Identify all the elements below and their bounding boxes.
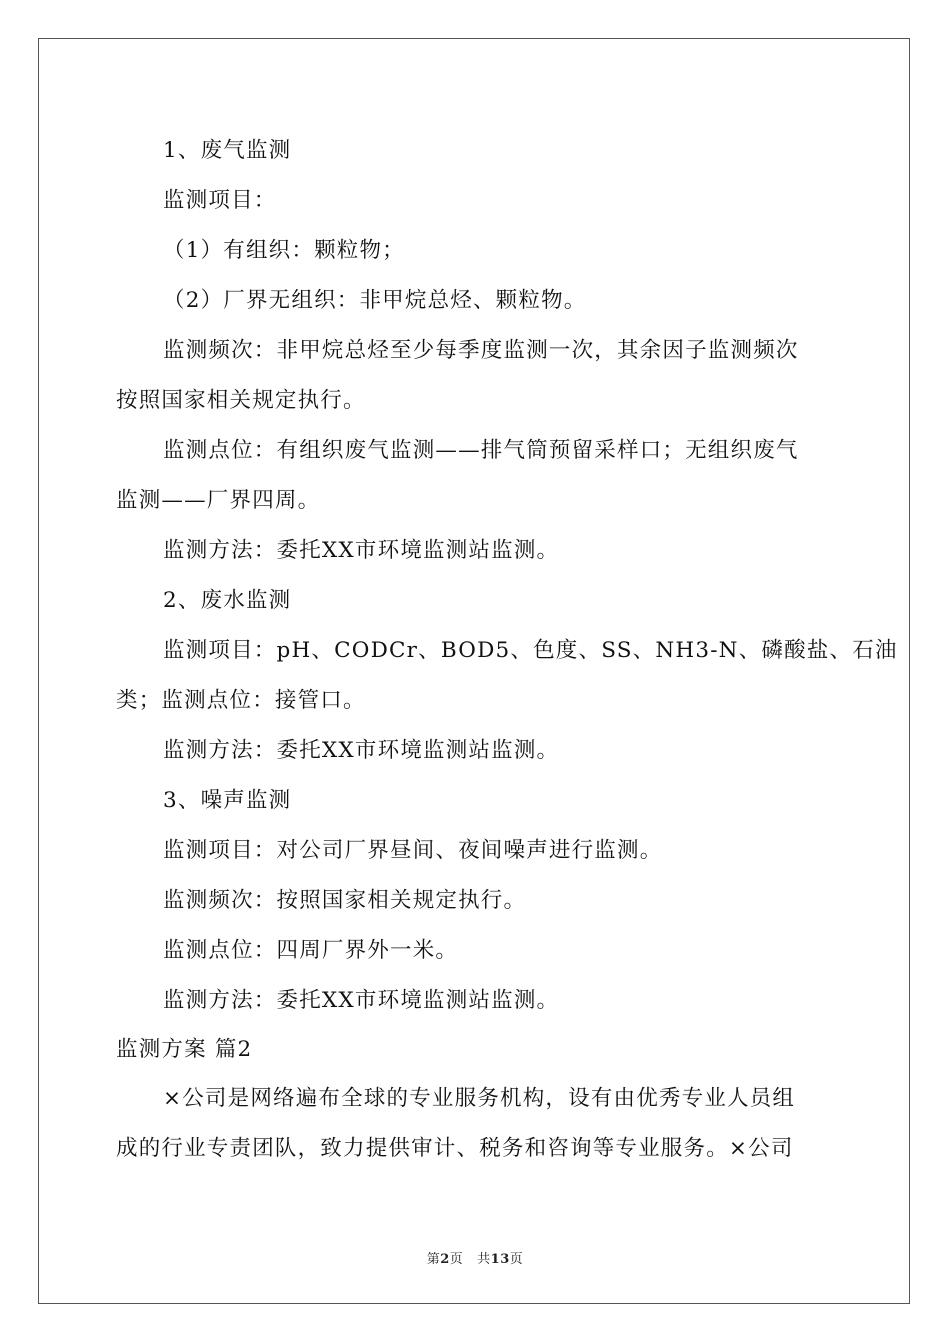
section-heading-waste-gas: 1、废气监测 bbox=[163, 138, 292, 163]
chapter-heading: 监测方案 篇2 bbox=[116, 1037, 253, 1062]
paragraph-line: （1）有组织：颗粒物； bbox=[163, 238, 405, 263]
paragraph-line: 监测方法：委托XX市环境监测站监测。 bbox=[163, 988, 560, 1013]
paragraph-line: 监测方法：委托XX市环境监测站监测。 bbox=[163, 538, 560, 563]
paragraph-line: 监测方法：委托XX市环境监测站监测。 bbox=[163, 738, 560, 763]
current-page-number: 2 bbox=[440, 1252, 450, 1267]
footer-suffix: 页 bbox=[509, 1252, 524, 1267]
page-border bbox=[38, 38, 910, 1304]
paragraph-line: 监测——厂界四周。 bbox=[116, 488, 321, 513]
total-page-count: 13 bbox=[490, 1252, 510, 1267]
paragraph-line: 监测频次：按照国家相关规定执行。 bbox=[163, 888, 527, 913]
page-footer bbox=[0, 1248, 950, 1267]
paragraph-line: 监测项目： bbox=[163, 188, 277, 213]
paragraph-line: 监测项目：pH、CODCr、BOD5、色度、SS、NH3-N、磷酸盐、石油 bbox=[163, 638, 898, 663]
section-heading-noise: 3、噪声监测 bbox=[163, 788, 292, 813]
paragraph-line: 监测点位：有组织废气监测——排气筒预留采样口；无组织废气 bbox=[163, 438, 799, 463]
paragraph-line: 监测频次：非甲烷总烃至少每季度监测一次，其余因子监测频次 bbox=[163, 338, 799, 363]
paragraph-line: 类；监测点位：接管口。 bbox=[116, 688, 366, 713]
paragraph-line: 监测项目：对公司厂界昼间、夜间噪声进行监测。 bbox=[163, 838, 663, 863]
paragraph-line: ×公司是网络遍布全球的专业服务机构，设有由优秀专业人员组 bbox=[163, 1086, 796, 1111]
paragraph-line: 成的行业专责团队，致力提供审计、税务和咨询等专业服务。×公司 bbox=[116, 1136, 794, 1161]
section-heading-waste-water: 2、废水监测 bbox=[163, 588, 292, 613]
footer-mid: 页 共 bbox=[449, 1252, 491, 1267]
paragraph-line: （2）厂界无组织：非甲烷总烃、颗粒物。 bbox=[163, 288, 587, 313]
paragraph-line: 按照国家相关规定执行。 bbox=[116, 388, 366, 413]
paragraph-line: 监测点位：四周厂界外一米。 bbox=[163, 938, 459, 963]
footer-prefix: 第 bbox=[426, 1252, 441, 1267]
